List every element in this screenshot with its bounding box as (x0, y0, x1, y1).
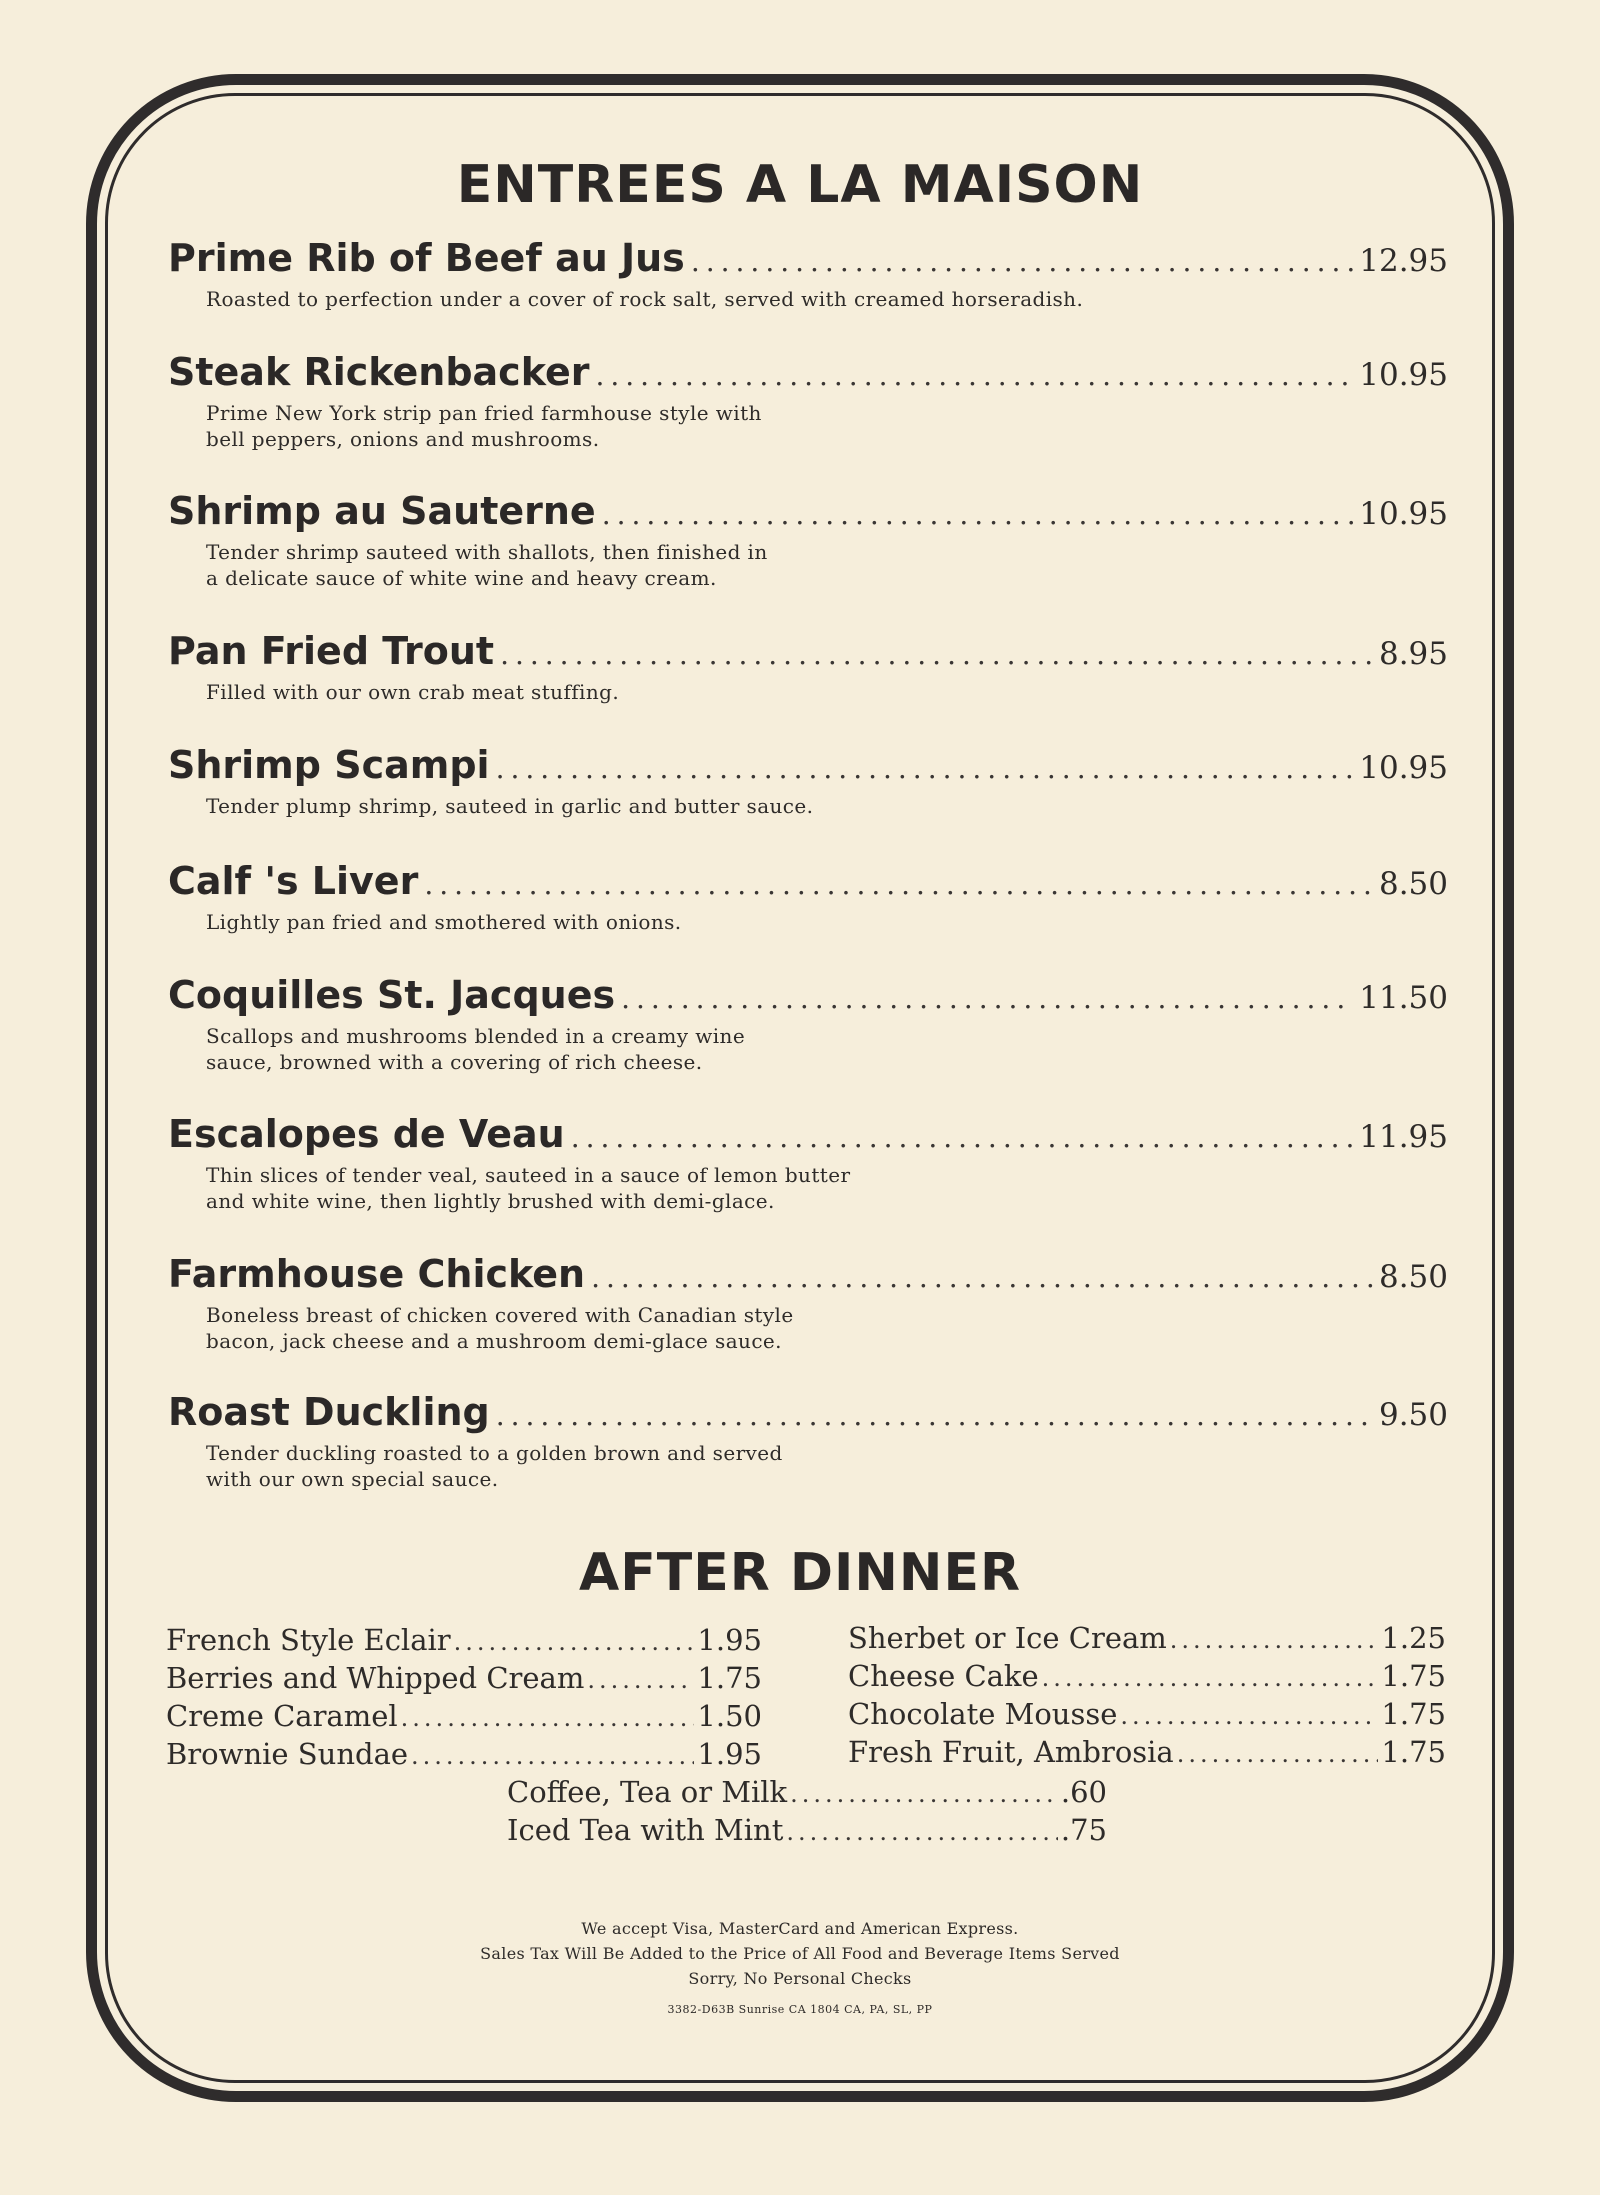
entree-price: 10.95 (1359, 750, 1448, 786)
entree-name: Coquilles St. Jacques (168, 973, 616, 1017)
dessert-item (848, 1735, 1446, 1773)
beverage-item (507, 1813, 1107, 1851)
dessert-price: 1.75 (1381, 1697, 1446, 1731)
entree-price: 11.50 (1359, 980, 1448, 1016)
entree-item (168, 236, 1448, 312)
tax-note: Sales Tax Will Be Added to the Price of All Food and Beverage Items Served (480, 1944, 1120, 1963)
beverage-price: .75 (1060, 1813, 1107, 1847)
dessert-name: Sherbet or Ice Cream (848, 1621, 1167, 1655)
entree-name: Prime Rib of Beef au Jus (168, 236, 685, 280)
entree-description: Thin slices of tender veal, sauteed in a sauce of lemon butter and white wine, then lightly brushed with demi-glace. (206, 1163, 851, 1213)
entree-price: 8.50 (1378, 866, 1448, 902)
entree-item (168, 1112, 1448, 1214)
entree-item (168, 743, 1448, 819)
entree-name: Calf 's Liver (168, 859, 419, 903)
entree-item (168, 489, 1448, 591)
entree-price: 8.95 (1378, 636, 1448, 672)
dessert-item (166, 1623, 762, 1661)
beverage-name: Iced Tea with Mint (507, 1813, 784, 1847)
dessert-price: 1.50 (697, 1699, 762, 1733)
dessert-price: 1.75 (697, 1661, 762, 1695)
entree-name: Farmhouse Chicken (168, 1252, 586, 1296)
beverage-name: Coffee, Tea or Milk (507, 1775, 788, 1809)
dessert-name: Fresh Fruit, Ambrosia (848, 1735, 1174, 1769)
dessert-item (166, 1737, 762, 1775)
dessert-price: 1.75 (1381, 1659, 1446, 1693)
entree-price: 12.95 (1359, 243, 1448, 279)
entree-description: Lightly pan fried and smothered with onions. (206, 910, 682, 934)
payment-note: We accept Visa, MasterCard and American Express. (581, 1919, 1019, 1938)
entree-item (168, 973, 1448, 1075)
entree-item (168, 1390, 1448, 1492)
entree-price: 8.50 (1378, 1259, 1448, 1295)
entree-price: 10.95 (1359, 496, 1448, 532)
entree-description: Filled with our own crab meat stuffing. (206, 680, 620, 704)
print-code: 3382-D63B Sunrise CA 1804 CA, PA, SL, PP (667, 2003, 933, 2016)
entree-name: Roast Duckling (168, 1390, 490, 1434)
dessert-item (848, 1621, 1446, 1659)
dessert-item (848, 1659, 1446, 1697)
entree-item (168, 629, 1448, 705)
entree-description: Tender plump shrimp, sauteed in garlic and butter sauce. (206, 794, 814, 818)
entree-description: Tender shrimp sauteed with shallots, then finished in a delicate sauce of white wine and heavy cream. (206, 540, 768, 590)
dessert-name: French Style Eclair (166, 1623, 451, 1657)
dessert-name: Berries and Whipped Cream (166, 1661, 585, 1695)
entree-description: Prime New York strip pan fried farmhouse style with bell peppers, onions and mushrooms. (206, 401, 762, 451)
dessert-item (848, 1697, 1446, 1735)
dessert-name: Creme Caramel (166, 1699, 398, 1733)
dessert-item (166, 1661, 762, 1699)
entree-description: Scallops and mushrooms blended in a creamy wine sauce, browned with a covering of rich cheese. (206, 1024, 746, 1074)
entree-price: 11.95 (1359, 1119, 1448, 1155)
entree-price: 10.95 (1359, 357, 1448, 393)
entree-item (168, 350, 1448, 452)
after-dinner-heading: AFTER DINNER (578, 1543, 1021, 1603)
dessert-price: 1.25 (1381, 1621, 1446, 1655)
checks-note: Sorry, No Personal Checks (688, 1969, 912, 1988)
dessert-price: 1.95 (697, 1623, 762, 1657)
entree-item (168, 1252, 1448, 1354)
dessert-name: Chocolate Mousse (848, 1697, 1118, 1731)
menu-footer (0, 1916, 1600, 2022)
entree-name: Pan Fried Trout (168, 629, 495, 673)
beverage-item (507, 1775, 1107, 1813)
dessert-name: Brownie Sundae (166, 1737, 409, 1771)
entree-name: Steak Rickenbacker (168, 350, 590, 394)
entree-name: Escalopes de Veau (168, 1112, 565, 1156)
entree-name: Shrimp Scampi (168, 743, 490, 787)
beverage-price: .60 (1060, 1775, 1107, 1809)
entree-description: Roasted to perfection under a cover of rock salt, served with creamed horseradish. (206, 287, 1084, 311)
dessert-item (166, 1699, 762, 1737)
entree-price: 9.50 (1378, 1397, 1448, 1433)
entree-item (168, 859, 1448, 935)
entree-name: Shrimp au Sauterne (168, 489, 596, 533)
dessert-name: Cheese Cake (848, 1659, 1039, 1693)
dessert-price: 1.75 (1381, 1735, 1446, 1769)
dessert-price: 1.95 (697, 1737, 762, 1771)
entree-description: Tender duckling roasted to a golden brown and served with our own special sauce. (206, 1441, 783, 1491)
entrees-heading: ENTREES A LA MAISON (456, 155, 1144, 215)
entree-description: Boneless breast of chicken covered with Canadian style bacon, jack cheese and a mushroom demi-glace sauce. (206, 1303, 794, 1353)
